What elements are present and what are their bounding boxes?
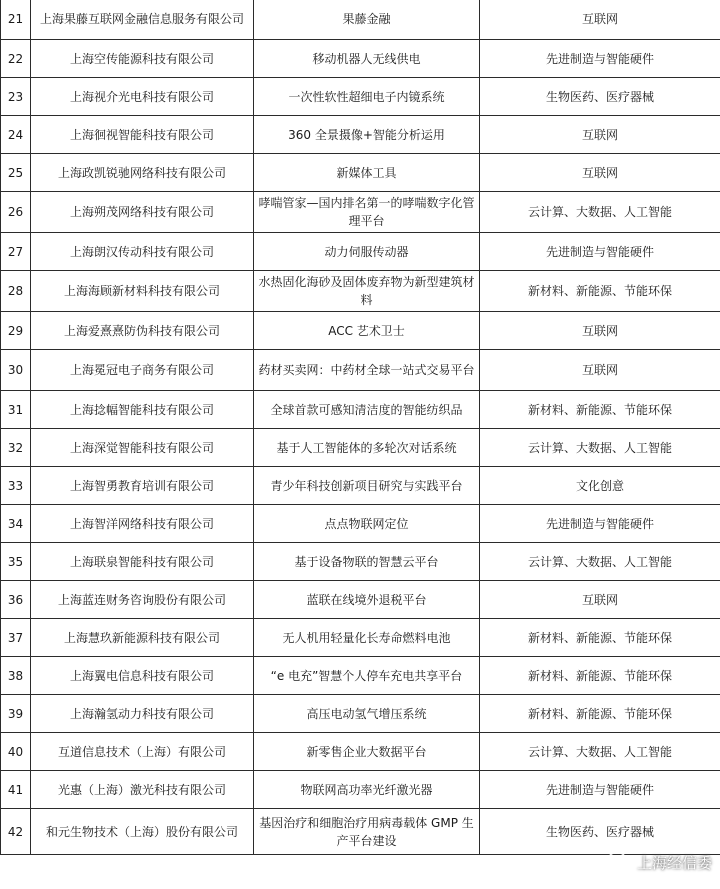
field-cell: 新材料、新能源、节能环保: [480, 271, 720, 312]
row-number: 34: [1, 505, 31, 543]
field-cell: 互联网: [480, 154, 720, 192]
field-cell: 互联网: [480, 350, 720, 391]
table-row: [1, 233, 720, 271]
row-number: 42: [1, 809, 31, 855]
project-cell: 新媒体工具: [254, 154, 480, 192]
project-cell: 基于设备物联的智慧云平台: [254, 543, 480, 581]
table-row: [1, 467, 720, 505]
company-cell: 上海捻幅智能科技有限公司: [31, 391, 254, 429]
row-number: 23: [1, 78, 31, 116]
field-cell: 云计算、大数据、人工智能: [480, 192, 720, 233]
project-cell: 水热固化海砂及固体废弃物为新型建筑材料: [254, 271, 480, 312]
project-cell: 点点物联网定位: [254, 505, 480, 543]
project-cell: 药材买卖网：中药材全球一站式交易平台: [254, 350, 480, 391]
project-cell: 基于人工智能体的多轮次对话系统: [254, 429, 480, 467]
project-cell: 果藤金融: [254, 0, 480, 40]
project-cell: 一次性软性超细电子内镜系统: [254, 78, 480, 116]
project-cell: 无人机用轻量化长寿命燃料电池: [254, 619, 480, 657]
row-number: 26: [1, 192, 31, 233]
project-cell: 蓝联在线境外退税平台: [254, 581, 480, 619]
project-cell: 青少年科技创新项目研究与实践平台: [254, 467, 480, 505]
field-cell: 互联网: [480, 581, 720, 619]
company-cell: 上海空传能源科技有限公司: [31, 40, 254, 78]
company-cell: 上海视介光电科技有限公司: [31, 78, 254, 116]
field-cell: 生物医药、医疗器械: [480, 78, 720, 116]
project-cell: 物联网高功率光纤激光器: [254, 771, 480, 809]
field-cell: 互联网: [480, 116, 720, 154]
field-cell: 云计算、大数据、人工智能: [480, 429, 720, 467]
row-number: 37: [1, 619, 31, 657]
project-cell: 360 全景摄像+智能分析运用: [254, 116, 480, 154]
company-cell: 上海海顾新材料科技有限公司: [31, 271, 254, 312]
project-cell: ACC 艺术卫士: [254, 312, 480, 350]
table-row: [1, 40, 720, 78]
company-cell: 上海政凯锐驰网络科技有限公司: [31, 154, 254, 192]
company-cell: 上海智勇教育培训有限公司: [31, 467, 254, 505]
table-row: [1, 733, 720, 771]
row-number: 39: [1, 695, 31, 733]
table-row: [1, 809, 720, 855]
company-cell: 上海朗汉传动科技有限公司: [31, 233, 254, 271]
company-cell: 上海冕冠电子商务有限公司: [31, 350, 254, 391]
row-number: 24: [1, 116, 31, 154]
company-cell: 和元生物技术（上海）股份有限公司: [31, 809, 254, 855]
field-cell: 先进制造与智能硬件: [480, 771, 720, 809]
row-number: 30: [1, 350, 31, 391]
field-cell: 新材料、新能源、节能环保: [480, 695, 720, 733]
company-cell: 上海智洋网络科技有限公司: [31, 505, 254, 543]
row-number: 21: [1, 0, 31, 40]
row-number: 40: [1, 733, 31, 771]
company-cell: 上海蓝连财务咨询股份有限公司: [31, 581, 254, 619]
field-cell: 新材料、新能源、节能环保: [480, 391, 720, 429]
row-number: 36: [1, 581, 31, 619]
company-cell: 上海爱熹熹防伪科技有限公司: [31, 312, 254, 350]
row-number: 32: [1, 429, 31, 467]
row-number: 29: [1, 312, 31, 350]
project-cell: 动力伺服传动器: [254, 233, 480, 271]
row-number: 27: [1, 233, 31, 271]
field-cell: 生物医药、医疗器械: [480, 809, 720, 855]
table-row: [1, 154, 720, 192]
table-row: [1, 391, 720, 429]
row-number: 41: [1, 771, 31, 809]
watermark: [607, 851, 712, 873]
company-cell: 上海慧玖新能源科技有限公司: [31, 619, 254, 657]
company-cell: 上海果藤互联网金融信息服务有限公司: [31, 0, 254, 40]
row-number: 28: [1, 271, 31, 312]
table-row: [1, 192, 720, 233]
project-cell: 全球首款可感知清洁度的智能纺织品: [254, 391, 480, 429]
field-cell: 新材料、新能源、节能环保: [480, 619, 720, 657]
field-cell: 云计算、大数据、人工智能: [480, 733, 720, 771]
project-cell: 新零售企业大数据平台: [254, 733, 480, 771]
watermark-text: 上海经信委: [636, 853, 712, 872]
field-cell: 先进制造与智能硬件: [480, 233, 720, 271]
company-cell: 上海翼电信息科技有限公司: [31, 657, 254, 695]
field-cell: 新材料、新能源、节能环保: [480, 657, 720, 695]
company-cell: 上海朔茂网络科技有限公司: [31, 192, 254, 233]
table-row: [1, 271, 720, 312]
table-row: [1, 429, 720, 467]
row-number: 35: [1, 543, 31, 581]
project-cell: “e 电充”智慧个人停车充电共享平台: [254, 657, 480, 695]
table-row: [1, 116, 720, 154]
table-row: [1, 771, 720, 809]
table-row: [1, 312, 720, 350]
company-cell: 上海深觉智能科技有限公司: [31, 429, 254, 467]
table-row: [1, 78, 720, 116]
table-row: [1, 657, 720, 695]
row-number: 31: [1, 391, 31, 429]
company-cell: 上海瀚氢动力科技有限公司: [31, 695, 254, 733]
row-number: 22: [1, 40, 31, 78]
row-number: 38: [1, 657, 31, 695]
table-row: [1, 581, 720, 619]
row-number: 33: [1, 467, 31, 505]
field-cell: 互联网: [480, 312, 720, 350]
table-row: [1, 619, 720, 657]
table-row: [1, 0, 720, 40]
field-cell: 互联网: [480, 0, 720, 40]
project-cell: 哮喘管家—国内排名第一的哮喘数字化管理平台: [254, 192, 480, 233]
company-cell: 互道信息技术（上海）有限公司: [31, 733, 254, 771]
wechat-icon: [607, 851, 633, 873]
field-cell: 先进制造与智能硬件: [480, 40, 720, 78]
field-cell: 文化创意: [480, 467, 720, 505]
field-cell: 云计算、大数据、人工智能: [480, 543, 720, 581]
table-row: [1, 350, 720, 391]
row-number: 25: [1, 154, 31, 192]
project-cell: 基因治疗和细胞治疗用病毒载体 GMP 生产平台建设: [254, 809, 480, 855]
field-cell: 先进制造与智能硬件: [480, 505, 720, 543]
table-row: [1, 695, 720, 733]
project-cell: 高压电动氢气增压系统: [254, 695, 480, 733]
table-row: [1, 543, 720, 581]
company-cell: 上海徊视智能科技有限公司: [31, 116, 254, 154]
project-cell: 移动机器人无线供电: [254, 40, 480, 78]
table-row: [1, 505, 720, 543]
company-cell: 上海联泉智能科技有限公司: [31, 543, 254, 581]
company-cell: 光惠（上海）激光科技有限公司: [31, 771, 254, 809]
